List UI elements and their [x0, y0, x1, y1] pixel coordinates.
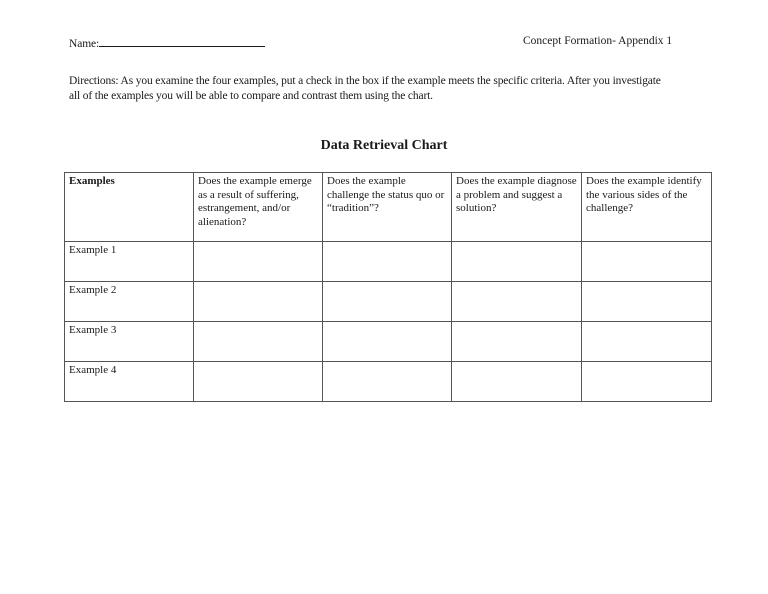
- column-header-sides: Does the example identify the various sides of the challenge?: [582, 173, 712, 242]
- row-label: Example 2: [65, 282, 194, 322]
- document-title: Concept Formation- Appendix 1: [523, 35, 673, 47]
- check-cell[interactable]: [582, 242, 712, 282]
- check-cell[interactable]: [194, 322, 323, 362]
- check-cell[interactable]: [452, 282, 582, 322]
- name-blank-line[interactable]: [99, 35, 265, 47]
- check-cell[interactable]: [194, 242, 323, 282]
- check-cell[interactable]: [582, 362, 712, 402]
- column-header-examples: Examples: [65, 173, 194, 242]
- row-label: Example 4: [65, 362, 194, 402]
- row-label: Example 3: [65, 322, 194, 362]
- check-cell[interactable]: [452, 242, 582, 282]
- chart-title: Data Retrieval Chart: [320, 138, 448, 153]
- directions-line-1: Directions: As you examine the four examples, put a check in the box if the example meets the specific criteria. After you investigate: [69, 75, 661, 87]
- check-cell[interactable]: [582, 322, 712, 362]
- row-label: Example 1: [65, 242, 194, 282]
- check-cell[interactable]: [582, 282, 712, 322]
- check-cell[interactable]: [452, 322, 582, 362]
- directions-text: [69, 74, 709, 104]
- check-cell[interactable]: [194, 282, 323, 322]
- table-row: [65, 322, 712, 362]
- name-field: [69, 35, 265, 50]
- table-row: [65, 282, 712, 322]
- check-cell[interactable]: [323, 242, 452, 282]
- table-row: [65, 362, 712, 402]
- column-header-suffering: Does the example emerge as a result of suffering, estrangement, and/or alienation?: [194, 173, 323, 242]
- check-cell[interactable]: [323, 282, 452, 322]
- column-header-diagnose: Does the example diagnose a problem and suggest a solution?: [452, 173, 582, 242]
- check-cell[interactable]: [323, 362, 452, 402]
- name-label: Name:: [69, 38, 100, 50]
- data-retrieval-table: [64, 172, 712, 402]
- directions-line-2: all of the examples you will be able to compare and contrast them using the chart.: [69, 90, 433, 102]
- check-cell[interactable]: [194, 362, 323, 402]
- table-header-row: [65, 173, 712, 242]
- check-cell[interactable]: [452, 362, 582, 402]
- table-row: [65, 242, 712, 282]
- check-cell[interactable]: [323, 322, 452, 362]
- column-header-status-quo: Does the example challenge the status quo or “tradition”?: [323, 173, 452, 242]
